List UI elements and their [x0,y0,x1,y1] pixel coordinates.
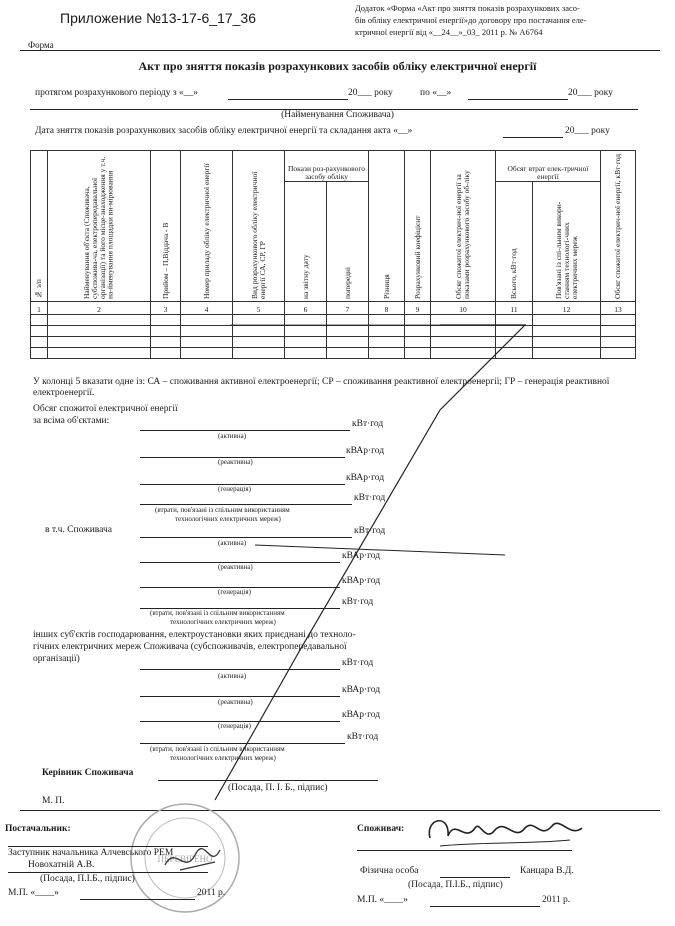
header-diff: Різниця [381,274,391,299]
col-number: 9 [405,302,431,315]
stamp-text: ПЕРЕВІРЕНО [157,854,213,864]
note-col5: У колонці 5 вказати одне із: СА – споживання активної електроенергії; СР – споживання реактивної електроенергії; ГР – генерація реактивної електроенергії. [33,377,610,398]
period-year2: 20___ року [568,88,613,98]
date-line: Дата зняття показів розрахункових засобів обліку електричної енергії та складання акта «__» [35,126,413,136]
unit-kvarh: кВАр·год [342,551,381,561]
unit-kwh: кВт·год [342,597,374,607]
header-readings: Покази роз-рахункового засобу обліку [285,151,369,182]
supplier-label: Постачальник: [5,824,71,834]
caption-active: (активна) [218,672,247,680]
unit-kwh: кВт·год [347,732,379,742]
col-number: 2 [48,302,151,315]
caption-losses-2: технологічних електричних мереж) [170,754,276,762]
header-losses-shared: Пов'язані із спі-льним викори-станням технологі-чних електричних мереж [553,201,579,299]
others-2: гічних електричних мереж Споживача (субспоживачів, електропередавальної [33,642,347,652]
header-no: № з/п [34,279,44,299]
caption-active: (активна) [218,432,247,440]
consumer-name-caption: (Найменування Споживача) [281,110,394,120]
caption-reactive: (реактивна) [218,563,253,571]
supplier-caption: (Посада, П.І.Б., підпис) [40,874,135,884]
caption-reactive: (реактивна) [218,698,253,706]
unit-kvarh: кВАр·год [346,446,385,456]
head-consumer: Керівник Споживача [42,768,134,778]
col-number: 1 [31,302,48,315]
col-number: 12 [533,302,601,315]
unit-kvarh: кВАр·год [342,576,381,586]
consumer-signature-icon [420,808,590,856]
caption-losses-1: (втрати, пов'язані із спільним використанням [155,506,290,514]
caption-generation: (генерація) [218,588,251,596]
consumer-caption: (Посада, П.І.Б., підпис) [408,880,503,890]
col-number: 6 [285,302,327,315]
unit-kwh: кВт·год [342,658,374,668]
supplier-name: Новохатній А.В. [28,860,95,870]
col-number: 7 [327,302,369,315]
others-1: інших суб'єктів господарювання, електроустановки яких приєднані до техноло- [33,630,356,640]
consumer-year: 2011 р. [542,895,571,905]
caption-losses-1: (втрати, пов'язані із спільним використанням [150,745,285,753]
unit-kvarh: кВАр·год [342,710,381,720]
top-label: Приложение №13-17-6_17_36 [60,10,256,26]
col-number: 10 [431,302,496,315]
date-line-year: 20___ року [565,126,610,136]
supplier-signature-icon [160,840,230,880]
form-label: Форма [28,40,54,50]
caption-losses-2: технологічних електричних мереж) [170,618,276,626]
annex-note-2: бів обліку електричної енергії»до договору про постачання еле- [355,15,587,25]
period-prefix: протягом розрахункового періоду з «__» [35,88,199,98]
document-title: Акт про зняття показів розрахункових засобів обліку електричної енергії [138,59,537,73]
consumer-position: Фізична особа [360,866,419,876]
header-losses-total: Всього, кВт·год [509,248,519,299]
caption-losses-2: технологічних електричних мереж) [175,515,281,523]
caption-losses-1: (втрати, пов'язані із спільним використанням [150,609,285,617]
caption-active: (активна) [218,539,247,547]
total-heading-1: Обсяг спожитої електричної енергії [33,404,178,414]
others-3: організації) [33,654,80,664]
annex-note-3: ктричної енергії від «__24__»_03_ 2011 р. № А6764 [355,27,543,37]
header-consumed-meter: Обсяг спожитої електрич-ної енергії за показами розрахункового засобу об-ліку [454,170,471,299]
header-coef: Розрахунковий коефіцієнт [412,215,422,299]
period-to: по «__» [420,88,452,98]
caption-generation: (генерація) [218,485,251,493]
supplier-year: 2011 р. [197,888,226,898]
position-caption: (Посада, П. І. Б., підпис) [228,783,328,793]
annex-note-1: Додаток «Форма «Акт про зняття показів розрахункових засо- [355,3,580,13]
header-object: Найменування об'єкта (Споживача, субспожива-ча, електропередавальної організації) та його місце-знаходження у т.ч. на-йменування площадки ви-мірювання [82,156,115,299]
unit-kvarh: кВАр·год [346,473,385,483]
supplier-mp: М.П. «____» [8,888,59,898]
period-year1: 20___ року [348,88,393,98]
unit-kvarh: кВАр·год [342,685,381,695]
header-consumed-total: Обсяг спожитої електрич-ної енергії, кВт·год [613,153,623,299]
header-type: Вид розрахункового обліку електричної енергії СА, СР, ГР [249,171,267,299]
col-number: 3 [151,302,181,315]
caption-generation: (генерація) [218,722,251,730]
unit-kwh: кВт·год [354,526,386,536]
col-number: 5 [233,302,285,315]
header-reception: Прийом – П,Віддача - В [160,222,170,299]
total-heading-2: за всіма об'єктами: [33,416,110,426]
consumer-name: Канцара В.Д. [520,866,574,876]
unit-kwh: кВт·год [354,493,386,503]
incl-consumer: в т.ч. Споживача [45,525,112,535]
consumer-mp: М.П. «____» [357,895,408,905]
supplier-position: Заступник начальника Алчевського РЕМ [8,848,174,858]
col-number: 4 [181,302,233,315]
mp-stamp-place: М. П. [42,796,65,806]
header-current: на звітну дату [300,254,310,299]
col-number: 8 [369,302,405,315]
col-number: 13 [601,302,636,315]
header-previous: попередні [342,267,352,299]
consumer-label: Споживач: [357,824,405,834]
col-number: 11 [496,302,533,315]
caption-reactive: (реактивна) [218,458,253,466]
header-losses: Обсяг втрат елек-тричної енергії [496,151,601,182]
header-device-no: Номер приладу обліку електричної енергії [201,163,211,299]
unit-kwh: кВт·год [352,419,384,429]
